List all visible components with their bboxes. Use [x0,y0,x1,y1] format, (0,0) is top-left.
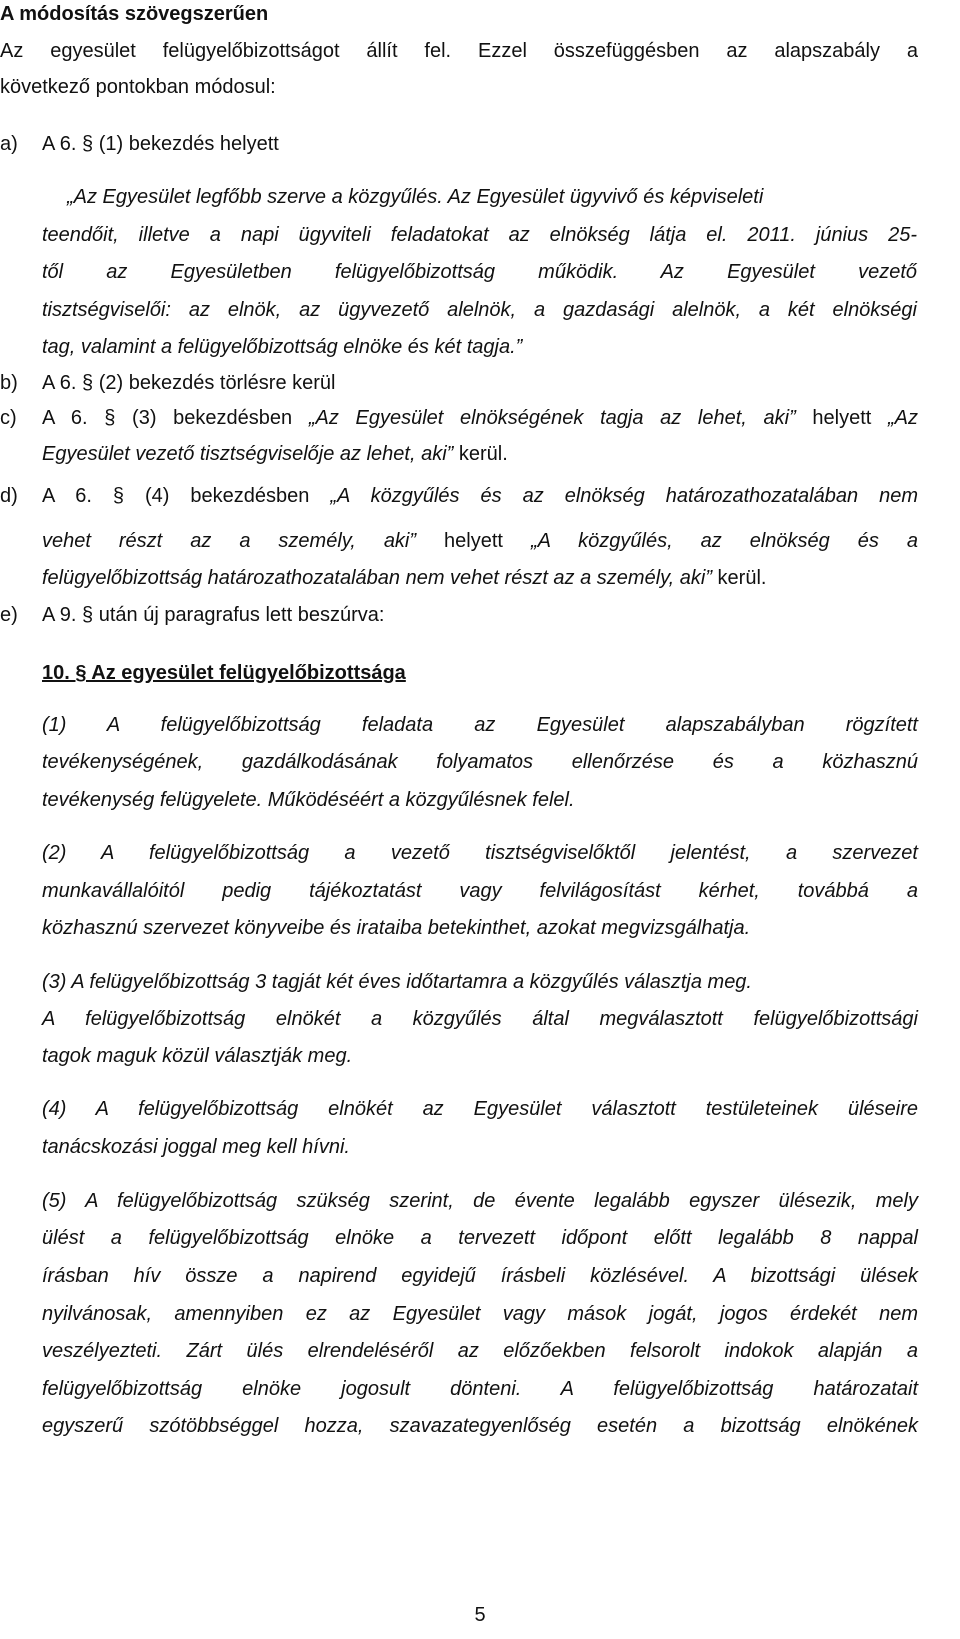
paragraph-3-line: (3) A felügyelőbizottság 3 tagját két éves időtartamra a közgyűlés választja meg. [42,971,752,993]
paragraph-2-line: munkavállalóitól pedig tájékoztatást vagy felvilágosítást kérhet, továbbá a [42,880,918,902]
paragraph-5-line: egyszerű szótöbbséggel hozza, szavazategyenlőség esetén a bizottság elnökének [42,1415,918,1437]
section-title: 10. § Az egyesület felügyelőbizottsága [42,662,406,684]
paragraph-4-line: (4) A felügyelőbizottság elnökét az Egyesület választott testületeinek üléseire [42,1098,918,1120]
item-label: e) [0,604,18,626]
item-quote: vehet részt az a személy, aki” [42,530,417,552]
intro-line: következő pontokban módosul: [0,76,276,98]
item-d-line-1 [0,483,918,509]
item-quote: „A közgyűlés és az elnökség határozathozatalában nem [330,485,918,507]
item-e [0,602,384,628]
item-text: kerül. [712,567,767,589]
quote-line: teendőit, illetve a napi ügyviteli feladatokat az elnökség látja el. 2011. június 25- [42,224,917,246]
item-quote: felügyelőbizottság határozathozatalában nem vehet részt az a személy, aki” [42,567,712,589]
item-quote: „Az [888,407,918,429]
item-label: d) [0,485,18,507]
paragraph-5-line: (5) A felügyelőbizottság szükség szerint, de évente legalább egyszer ülésezik, mely [42,1190,918,1212]
item-text: helyett [795,407,888,429]
paragraph-4-line: tanácskozási joggal meg kell hívni. [42,1136,350,1158]
item-quote: „Az Egyesület elnökségének tagja az lehet, aki” [308,407,796,429]
paragraph-5-line: nyilvánosak, amennyiben ez az Egyesület vagy mások jogát, jogos érdekét nem [42,1303,918,1325]
quote-line: tisztségviselői: az elnök, az ügyvezető alelnök, a gazdasági alelnök, a két elnökségi [42,299,917,321]
item-c-line-2 [42,441,508,467]
item-b [0,370,335,396]
item-c-line-1 [0,405,918,431]
item-d-line-2 [42,528,918,554]
document-heading: A módosítás szövegszerűen [0,3,269,25]
item-text: A 6. § (2) bekezdés törlésre kerül [42,372,336,394]
item-quote: Egyesület vezető tisztségviselője az lehet, aki” [42,443,454,465]
quote-line: „Az Egyesület legfőbb szerve a közgyűlés. Az Egyesület ügyvivő és képviseleti [67,186,764,208]
item-text: A 9. § után új paragrafus lett beszúrva: [42,604,385,626]
item-text: A 6. § (4) bekezdésben [42,485,331,507]
paragraph-1-line: (1) A felügyelőbizottság feladata az Egyesület alapszabályban rögzített [42,714,918,736]
item-a [0,131,279,157]
item-text: A 6. § (3) bekezdésben [42,407,309,429]
paragraph-1-line: tevékenység felügyelete. Működéséért a közgyűlésnek felel. [42,789,575,811]
page-number: 5 [474,1604,486,1626]
quote-line: tag, valamint a felügyelőbizottság elnöke és két tagja.” [42,336,523,358]
intro-line: Az egyesület felügyelőbizottságot állít fel. Ezzel összefüggésben az alapszabály a [0,40,918,62]
item-text: kerül. [453,443,508,465]
paragraph-5-line: ülést a felügyelőbizottság elnöke a tervezett időpont előtt legalább 8 nappal [42,1227,918,1249]
item-text: helyett [416,530,531,552]
quote-line: től az Egyesületben felügyelőbizottság működik. Az Egyesület vezető [42,261,917,283]
item-text: A 6. § (1) bekezdés helyett [42,133,279,155]
item-label: a) [0,133,18,155]
item-label: c) [0,407,17,429]
item-label: b) [0,372,18,394]
paragraph-1-line: tevékenységének, gazdálkodásának folyamatos ellenőrzése és a közhasznú [42,751,918,773]
item-quote: „A közgyűlés, az elnökség és a [530,530,918,552]
paragraph-5-line: veszélyezteti. Zárt ülés elrendeléséről az előzőekben felsorolt indokok alapján a [42,1340,918,1362]
paragraph-2-line: közhasznú szervezet könyveibe és irataiba betekinthet, azokat megvizsgálhatja. [42,917,751,939]
paragraph-2-line: (2) A felügyelőbizottság a vezető tisztségviselőktől jelentést, a szervezet [42,842,918,864]
paragraph-5-line: felügyelőbizottság elnöke jogosult dönteni. A felügyelőbizottság határozatait [42,1378,918,1400]
item-d-line-3 [42,565,766,591]
paragraph-3-line: tagok maguk közül választják meg. [42,1045,353,1067]
paragraph-5-line: írásban hív össze a napirend egyidejű írásbeli közlésével. A bizottsági ülések [42,1265,918,1287]
paragraph-3-line: A felügyelőbizottság elnökét a közgyűlés által megválasztott felügyelőbizottsági [42,1008,918,1030]
